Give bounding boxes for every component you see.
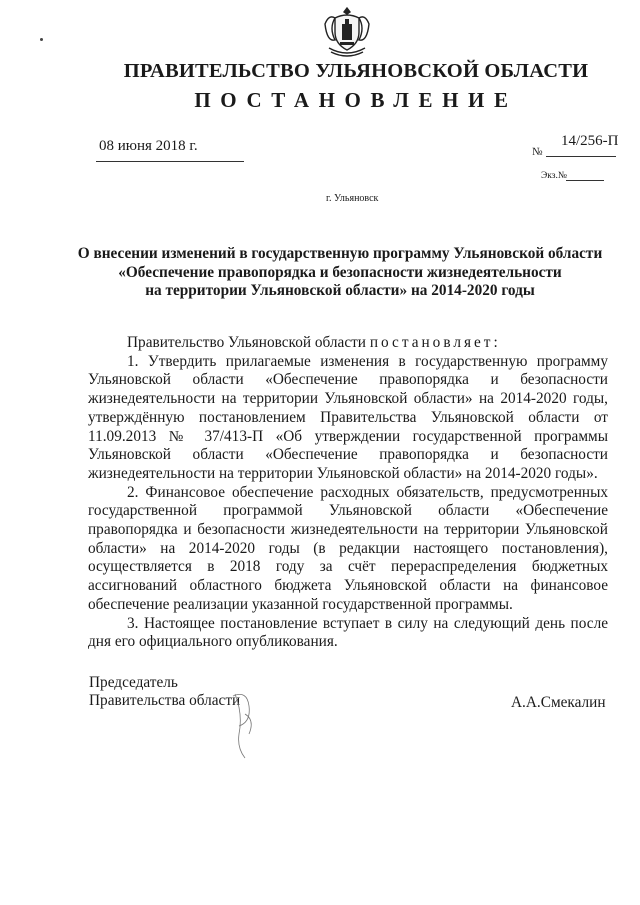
document-heading	[70, 245, 610, 301]
signatory-title-line2: Правительства области	[89, 692, 241, 709]
copy-number-label: Экз.№	[541, 171, 567, 181]
paragraph-1: 1. Утвердить прилагаемые изменения в государственную программу Ульяновской области «Обеспечение правопорядка и безопасности жизнедеятельности на территории Ульяновской области» на 2014-2020 годы, утверждённую постановлением Правительства Ульяновской области от 11.09.2013 № 37/413-П «Об утверждении государственной программы Ульяновской области «Обеспечение правопорядка и безопасности жизнедеятельности на территории Ульяновской области» на 2014-2020 годы».	[88, 352, 608, 482]
paragraph-3: 3. Настоящее постановление вступает в силу на следующий день после дня его официального опубликования.	[88, 614, 608, 651]
date-underline	[96, 161, 244, 162]
city: г. Ульяновск	[326, 193, 379, 204]
intro-text: Правительство Ульяновской области	[127, 334, 370, 351]
document-number: 14/256-П	[561, 133, 619, 149]
intro-paragraph	[88, 334, 608, 353]
number-sign: №	[532, 146, 543, 158]
document-type-title: ПОСТАНОВЛЕНИЕ	[194, 88, 518, 112]
heading-line: О внесении изменений в государственную программу Ульяновской области	[77, 245, 603, 262]
number-underline	[546, 156, 616, 157]
heading-line: «Обеспечение правопорядка и безопасности жизнедеятельности	[118, 263, 562, 281]
document-date: 08 июня 2018 г.	[99, 138, 198, 154]
signatory-title-line1: Председатель	[89, 674, 178, 691]
heading-line: на территории Ульяновской области» на 2014-2020 годы	[145, 282, 535, 299]
coat-of-arms-emblem	[319, 4, 375, 60]
resolves-word: постановляет:	[369, 334, 501, 351]
document-body	[88, 334, 608, 652]
copy-number-underline	[566, 180, 604, 181]
scan-mark	[40, 38, 43, 41]
signatory-name: А.А.Смекалин	[511, 694, 606, 711]
handwritten-signature	[215, 684, 275, 764]
paragraph-2: 2. Финансовое обеспечение расходных обязательств, предусмотренных государственной программой Ульяновской области «Обеспечение правопорядка и безопасности жизнедеятельности на территории Ульяновской области» на 2014-2020 годы (в редакции настоящего постановления), осуществляется в 2018 году за счёт перераспределения бюджетных ассигнований областного бюджета Ульяновской области на финансовое обеспечение реализации указанной государственной программы.	[88, 483, 608, 613]
government-name: ПРАВИТЕЛЬСТВО УЛЬЯНОВСКОЙ ОБЛАСТИ	[123, 60, 589, 82]
